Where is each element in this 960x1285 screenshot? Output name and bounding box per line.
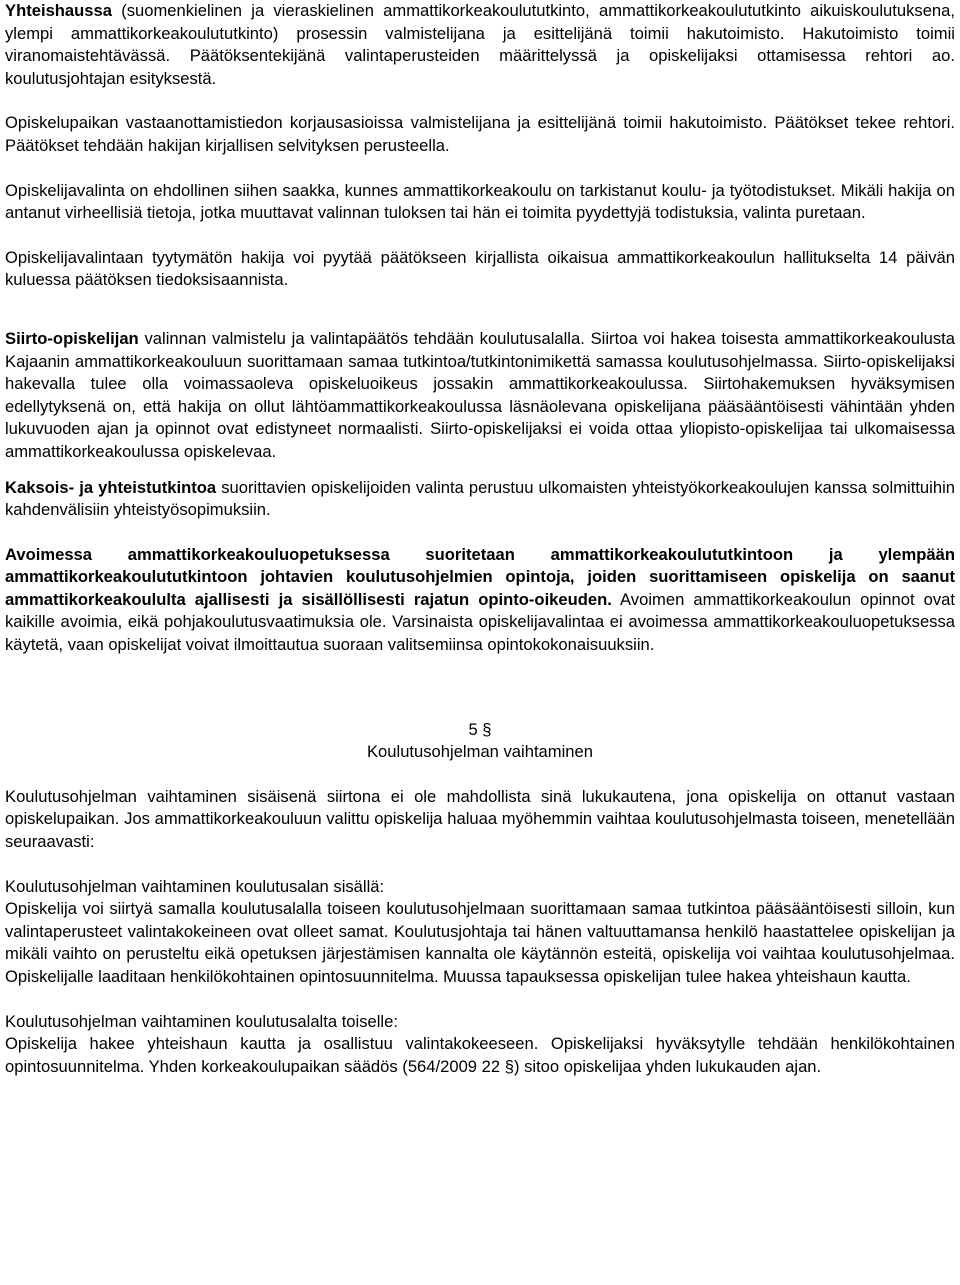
paragraph-text: suorittavien opiskelijoiden valinta perustuu ulkomaisten yhteistyökorkeakoulujen kanssa solmittuihin kahdenvälisiin yhteistyösopimuksiin. bbox=[5, 477, 955, 520]
term-yhteishaussa: Yhteishaussa bbox=[5, 1, 112, 20]
paragraph-text: Opiskelija voi siirtyä samalla koulutusalalla toiseen koulutusohjelmaan suorittamaan samaa tutkintoa pääsääntöisesti silloin, kun valintaperusteet valintakokeineen ovat olleet samat. Koulutusjohtaja tai hänen valtuuttamansa henkilö haastattelee opiskelijan ja mikäli vaihto on perusteltu eikä opetuksen järjestämisen kannalta ole käytännön esteitä, opiskelija voi vaihtaa koulutusohjelmaa. Opiskelijalle laaditaan henkilökohtainen opintosuunnitelma. Muussa tapauksessa opiskelijan tulee hakea yhteishaun kautta. bbox=[5, 899, 955, 986]
section-heading bbox=[5, 719, 955, 764]
paragraph-text: valinnan valmistelu ja valintapäätös tehdään koulutusalalla. Siirtoa voi hakea toisesta ammattikorkeakoulusta Kajaanin ammattikorkeakouluun suorittamaan samaa tutkintoa/tutkintonimikettä samassa koulutusohjelmassa. Siirto-opiskelijaksi hakevalla tulee olla voimassaoleva opiskeluoikeus jossakin ammattikorkeakoulussa. Siirtohakemuksen hyväksymisen edellytyksenä on, että hakija on ollut lähtöammattikorkeakoulussa läsnäolevana opiskelijana pääsääntöisesti vähintään yhden lukuvuoden ajan ja opinnot ovat edistyneet normaalisti. Siirto-opiskelijaksi ei voida ottaa yliopisto-opiskelijaa tai ulkomaisessa ammattikorkeakoulussa opiskelevaa. bbox=[5, 328, 955, 461]
paragraph-text: (suomenkielinen ja vieraskielinen ammattikorkeakoulututkinto, ammattikorkeakoulututkinto aikuiskoulutuksena, ylempi ammattikorkeakoulututkinto) prosessin valmistelijana ja esittelijänä toimii hakutoimisto. Hakutoimisto toimii viranomaistehtävässä. Päätöksentekijänä valintaperusteiden määrittelyssä ja opiskelijaksi ottamisessa rehtori ao. koulutusjohtajan esityksestä. bbox=[5, 1, 955, 88]
paragraph-koulutusalalta-toiselle bbox=[5, 1011, 955, 1079]
paragraph-kaksoistutkinto bbox=[5, 477, 955, 522]
subsection-label: Koulutusohjelman vaihtaminen koulutusalalta toiselle: bbox=[5, 1011, 398, 1031]
term-siirto-opiskelijan: Siirto-opiskelijan bbox=[5, 328, 139, 348]
section-number: 5 § bbox=[468, 719, 492, 739]
paragraph-text: Avoimen ammattikorkeakoulun opinnot ovat kaikille avoimia, eikä pohjakoulutusvaatimuksia ole. Varsinaista opiskelijavalintaa ei avoimessa ammattikorkeakouluopetuksessa käytetä, vaan opiskelijat voivat ilmoittautua suoraan valitsemiinsa opintokokonaisuuksiin. bbox=[5, 589, 955, 655]
paragraph-siirto-opiskelija bbox=[5, 328, 955, 464]
paragraph-oikaisu: Opiskelijavalintaan tyytymätön hakija voi pyytää päätökseen kirjallista oikaisua ammattikorkeakoulun hallitukselta 14 päivän kuluessa päätöksen tiedoksisaannista. bbox=[5, 247, 955, 290]
subsection-label: Koulutusohjelman vaihtaminen koulutusalan sisällä: bbox=[5, 876, 385, 896]
paragraph-vaihtaminen-intro: Koulutusohjelman vaihtaminen sisäisenä siirtona ei ole mahdollista sinä lukukautena, jona opiskelija on ottanut vastaan opiskelupaikan. Jos ammattikorkeakouluun valittu opiskelija haluaa myöhemmin vaihtaa koulutusohjelmasta toiseen, menetellään seuraavasti: bbox=[5, 786, 955, 852]
paragraph-vastaanotto: Opiskelupaikan vastaanottamistiedon korjausasioissa valmistelijana ja esittelijänä toimii hakutoimisto. Päätökset tekee rehtori. Päätökset tehdään hakijan kirjallisen selvityksen perusteella. bbox=[5, 113, 955, 155]
term-avoin-amk: Avoimessa ammattikorkeakouluopetuksessa suoritetaan ammattikorkeakoulututkintoon ja ylempään ammattikorkeakoulututkintoon johtavien koulutusohjelmien opintoja, joiden suorittamiseen opiskelija on saanut ammattikorkeakoululta ajallisesti ja sisällöllisesti rajatun opinto-oikeuden. bbox=[5, 544, 955, 609]
paragraph-yhteishaku bbox=[5, 0, 955, 90]
paragraph-avoin-amk bbox=[5, 544, 955, 657]
term-kaksoistutkinto: Kaksois- ja yhteistutkintoa bbox=[5, 477, 217, 497]
paragraph-koulutusalan-sisalla bbox=[5, 876, 955, 989]
paragraph-ehdollinen-valinta: Opiskelijavalinta on ehdollinen siihen saakka, kunnes ammattikorkeakoulu on tarkistanut koulu- ja työtodistukset. Mikäli hakija on antanut virheellisiä tietoja, jotka muuttavat valinnan tuloksen tai hän ei toimita pyydettyjä todistuksia, valinta puretaan. bbox=[5, 180, 955, 223]
paragraph-text: Opiskelija hakee yhteishaun kautta ja osallistuu valintakokeeseen. Opiskelijaksi hyväksytylle tehdään henkilökohtainen opintosuunnitelma. Yhden korkeakoulupaikan säädös (564/2009 22 §) sitoo opiskelijaa yhden lukukauden ajan. bbox=[5, 1034, 955, 1076]
section-title: Koulutusohjelman vaihtaminen bbox=[366, 742, 593, 762]
